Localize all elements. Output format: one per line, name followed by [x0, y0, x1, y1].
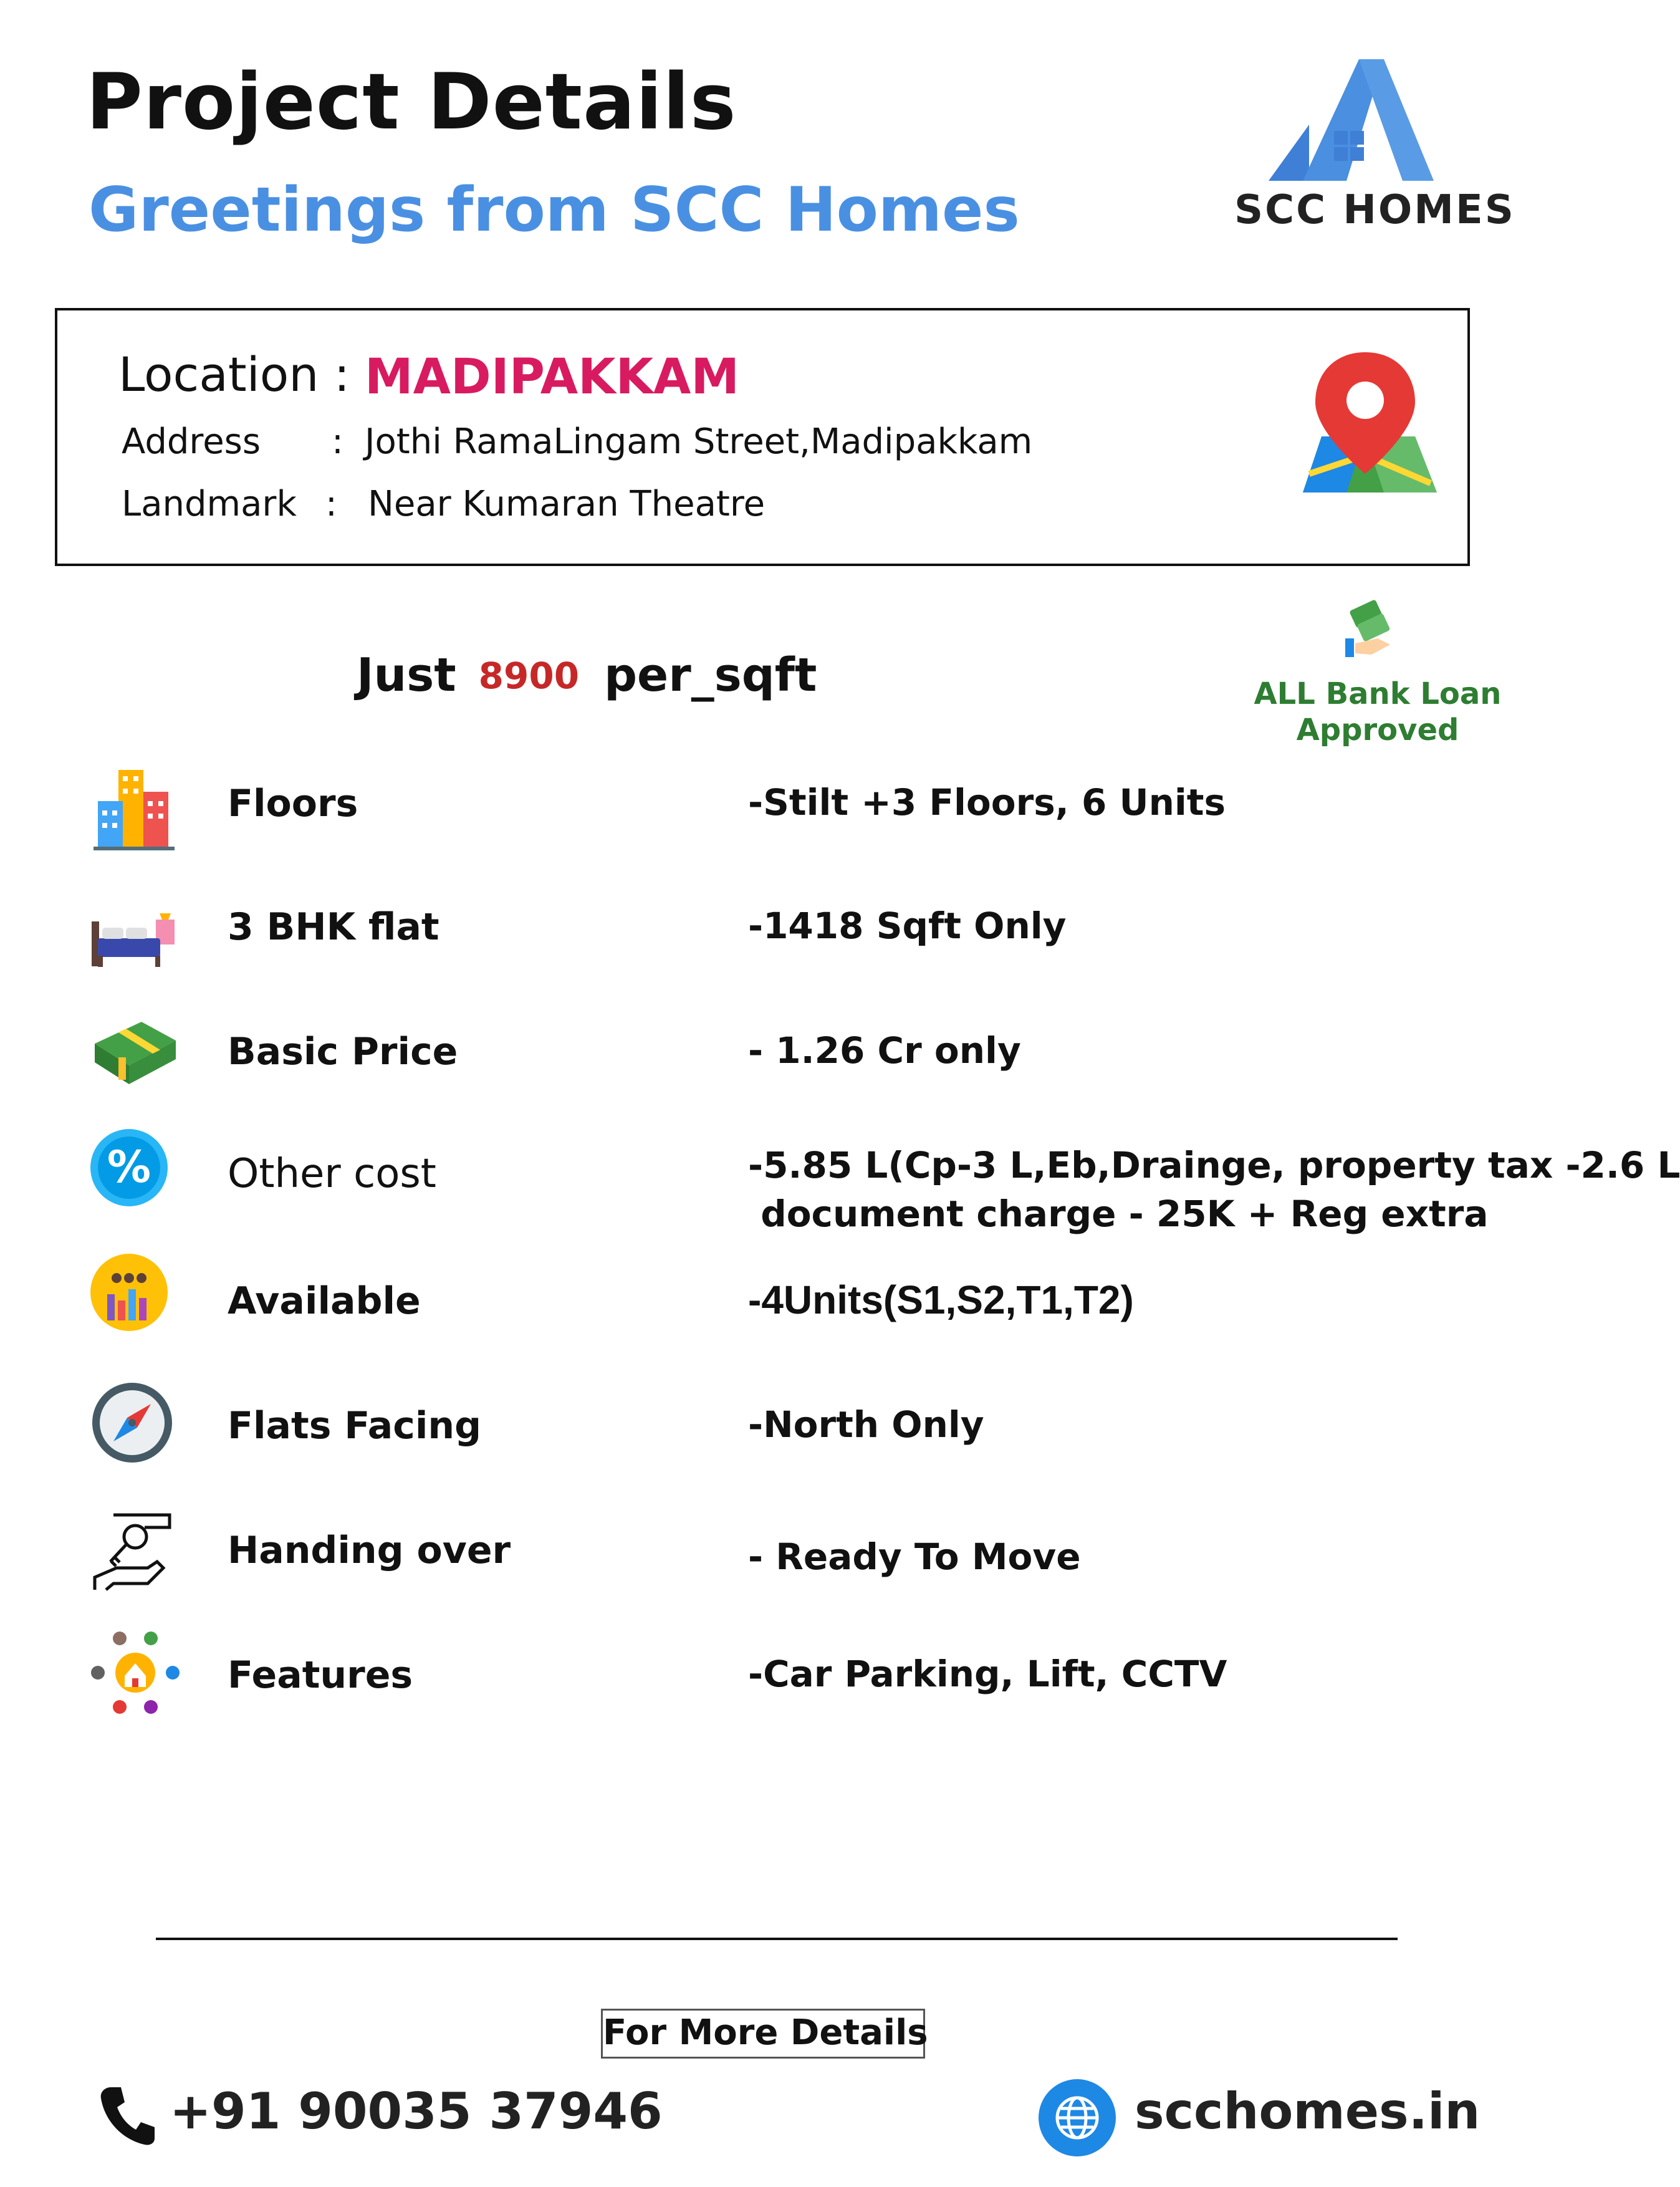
website-link[interactable]: scchomes.in [1135, 2082, 1481, 2140]
detail-value-available: -4Units(S1,S2,T1,T2) [748, 1277, 1134, 1322]
detail-label-features: Features [228, 1653, 413, 1697]
landmark-label: Landmark [122, 484, 297, 524]
address-value: Jothi RamaLingam Street,Madipakkam [365, 421, 1033, 462]
page-title: Project Details [86, 57, 737, 147]
detail-value-basic-price: - 1.26 Cr only [748, 1029, 1021, 1072]
detail-label-handing-over: Handing over [228, 1529, 511, 1572]
price-value: 8900 [478, 655, 580, 697]
bank-loan-approved [1247, 676, 1509, 748]
phone-number[interactable]: +91 90035 37946 [170, 2082, 663, 2140]
price-unit: per_sqft [604, 648, 817, 702]
detail-value-other-cost [748, 1141, 1680, 1238]
detail-value-bhk: -1418 Sqft Only [748, 905, 1067, 947]
compass-icon [89, 1379, 182, 1473]
scc-homes-logo [1234, 56, 1515, 243]
price-per-sqft [357, 648, 817, 702]
landmark-colon: : [325, 484, 337, 524]
loan-line-1: ALL Bank Loan [1254, 676, 1502, 711]
landmark-value: Near Kumaran Theatre [368, 484, 766, 524]
detail-value-handing-over: - Ready To Move [748, 1536, 1081, 1578]
detail-label-bhk: 3 BHK flat [228, 905, 439, 949]
svg-text:%: % [107, 1142, 151, 1193]
buildings-icon [89, 761, 182, 854]
more-details-label: For More Details [601, 2009, 925, 2059]
detail-label-basic-price: Basic Price [228, 1030, 458, 1074]
percent-icon [89, 1127, 182, 1221]
footer-divider [156, 1938, 1398, 1940]
features-icon [89, 1626, 182, 1719]
detail-label-flats-facing: Flats Facing [228, 1404, 482, 1448]
location-label: Location : [118, 347, 350, 402]
loan-line-2: Approved [1296, 713, 1459, 747]
detail-value-features: -Car Parking, Lift, CCTV [748, 1653, 1227, 1695]
house-logo-icon [1234, 56, 1496, 187]
detail-value-floors: -Stilt +3 Floors, 6 Units [748, 781, 1226, 824]
other-cost-line-2: document charge - 25K + Reg extra [748, 1193, 1489, 1235]
logo-text: SCC HOMES [1234, 187, 1515, 233]
detail-label-floors: Floors [228, 782, 358, 825]
detail-value-flats-facing: -North Only [748, 1403, 984, 1446]
address-label: Address [122, 421, 261, 462]
address-colon: : [332, 421, 343, 462]
detail-label-available: Available [228, 1279, 421, 1323]
bed-icon [89, 885, 182, 979]
map-pin-icon [1290, 349, 1440, 499]
availability-icon [89, 1252, 182, 1345]
phone-icon [100, 2085, 156, 2147]
key-handover-icon [89, 1502, 182, 1596]
globe-icon [1038, 2079, 1116, 2157]
bank-loan-icon [1340, 600, 1403, 662]
greeting-subtitle: Greetings from SCC Homes [89, 175, 1020, 246]
other-cost-line-1: -5.85 L(Cp-3 L,Eb,Drainge, property tax -2.6 L [748, 1144, 1680, 1186]
price-prefix: Just [357, 648, 456, 702]
location-value: MADIPAKKAM [365, 349, 739, 405]
money-icon [89, 1006, 182, 1100]
detail-label-other-cost: Other cost [228, 1151, 436, 1197]
